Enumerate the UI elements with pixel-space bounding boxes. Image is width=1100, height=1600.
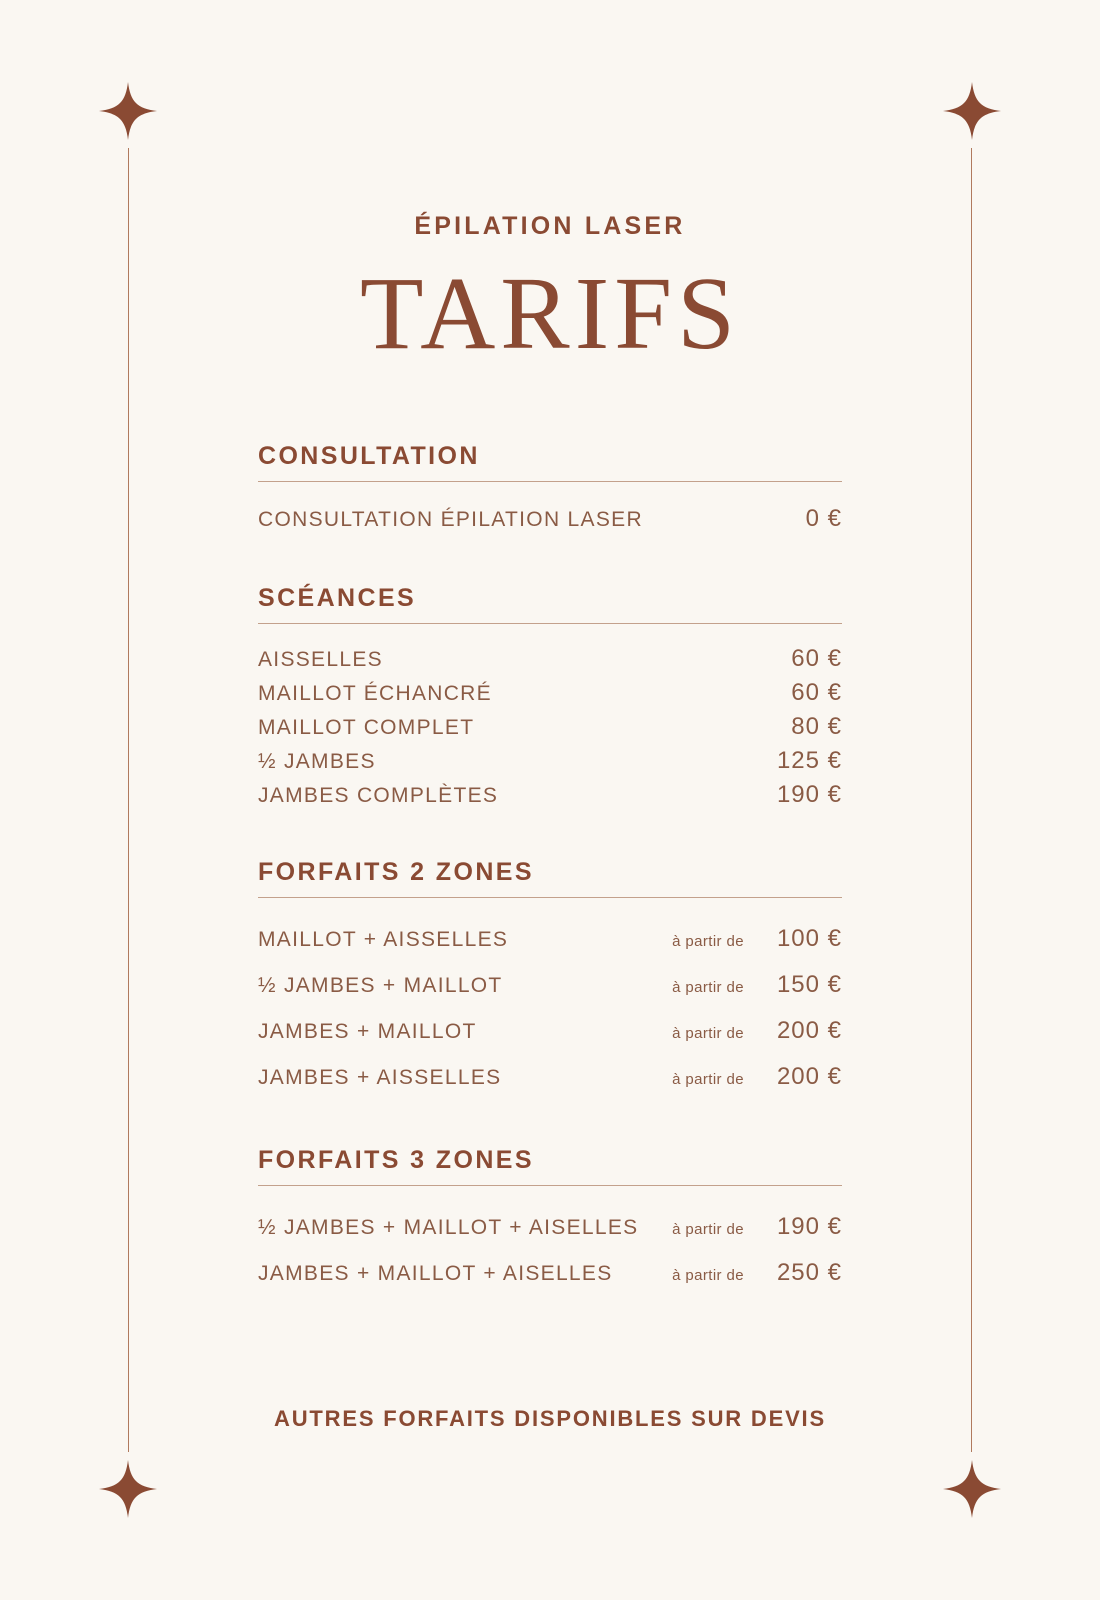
price-value: 150 €	[776, 971, 842, 999]
price-value-group	[744, 505, 842, 533]
price-value-group	[744, 747, 842, 775]
eyebrow-text: ÉPILATION LASER	[414, 212, 686, 240]
price-row	[258, 916, 842, 962]
price-list	[258, 1204, 842, 1296]
poster-header	[258, 0, 842, 371]
footer-note: AUTRES FORFAITS DISPONIBLES SUR DEVIS	[274, 1406, 826, 1432]
poster-content	[258, 0, 842, 1600]
section-forfaits-3-zones	[258, 1146, 842, 1296]
price-prefix: à partir de	[672, 933, 744, 951]
price-prefix: à partir de	[672, 979, 744, 997]
frame-line-left	[128, 148, 129, 1452]
price-row	[258, 1250, 842, 1296]
price-prefix: à partir de	[672, 1267, 744, 1285]
section-title: FORFAITS 2 ZONES	[258, 858, 534, 887]
four-point-star-icon	[943, 82, 1001, 140]
section-forfaits-2-zones	[258, 858, 842, 1100]
price-row	[258, 500, 842, 538]
price-value: 125 €	[776, 747, 842, 775]
price-value: 250 €	[776, 1259, 842, 1287]
price-label: AISSELLES	[258, 648, 383, 672]
frame-line-right	[971, 148, 972, 1452]
price-value-group	[672, 1063, 842, 1091]
price-label: JAMBES + MAILLOT	[258, 1020, 477, 1044]
price-row	[258, 744, 842, 778]
price-label: ½ JAMBES	[258, 750, 376, 774]
price-value: 100 €	[776, 925, 842, 953]
price-row	[258, 710, 842, 744]
price-row	[258, 962, 842, 1008]
page-title: TARIFS	[360, 256, 740, 371]
price-value-group	[672, 1017, 842, 1045]
price-label: JAMBES + AISSELLES	[258, 1066, 502, 1090]
price-prefix: à partir de	[672, 1071, 744, 1089]
price-value: 60 €	[791, 645, 842, 673]
price-value: 200 €	[776, 1017, 842, 1045]
price-label: MAILLOT COMPLET	[258, 716, 475, 740]
price-row	[258, 1054, 842, 1100]
price-row	[258, 778, 842, 812]
price-list	[258, 500, 842, 538]
price-value: 60 €	[791, 679, 842, 707]
section-title: FORFAITS 3 ZONES	[258, 1146, 534, 1175]
price-value-group	[672, 925, 842, 953]
price-value-group	[744, 781, 842, 809]
section-seances	[258, 584, 842, 812]
price-list	[258, 916, 842, 1100]
price-row	[258, 1008, 842, 1054]
price-label: ½ JAMBES + MAILLOT	[258, 974, 503, 998]
four-point-star-icon	[99, 1460, 157, 1518]
price-list	[258, 642, 842, 812]
four-point-star-icon	[99, 82, 157, 140]
four-point-star-icon	[943, 1460, 1001, 1518]
price-label: MAILLOT + AISSELLES	[258, 928, 509, 952]
price-value-group	[672, 1259, 842, 1287]
price-value: 80 €	[791, 713, 842, 741]
price-value-group	[672, 971, 842, 999]
section-divider	[258, 623, 842, 624]
price-prefix: à partir de	[672, 1025, 744, 1043]
section-title: SCÉANCES	[258, 584, 417, 613]
section-divider	[258, 897, 842, 898]
price-prefix: à partir de	[672, 1221, 744, 1239]
price-label: MAILLOT ÉCHANCRÉ	[258, 682, 492, 706]
price-value-group	[744, 645, 842, 673]
price-label: CONSULTATION ÉPILATION LASER	[258, 508, 643, 532]
price-row	[258, 676, 842, 710]
price-value: 190 €	[776, 1213, 842, 1241]
price-label: JAMBES + MAILLOT + AISELLES	[258, 1262, 613, 1286]
price-value: 200 €	[776, 1063, 842, 1091]
section-divider	[258, 1185, 842, 1186]
price-label: JAMBES COMPLÈTES	[258, 784, 499, 808]
price-value-group	[672, 1213, 842, 1241]
price-row	[258, 1204, 842, 1250]
section-divider	[258, 481, 842, 482]
price-value: 0 €	[805, 505, 842, 533]
price-value: 190 €	[776, 781, 842, 809]
price-value-group	[744, 679, 842, 707]
price-sections	[258, 442, 842, 1296]
price-value-group	[744, 713, 842, 741]
price-label: ½ JAMBES + MAILLOT + AISELLES	[258, 1216, 639, 1240]
price-row	[258, 642, 842, 676]
section-title: CONSULTATION	[258, 442, 480, 471]
section-consultation	[258, 442, 842, 538]
